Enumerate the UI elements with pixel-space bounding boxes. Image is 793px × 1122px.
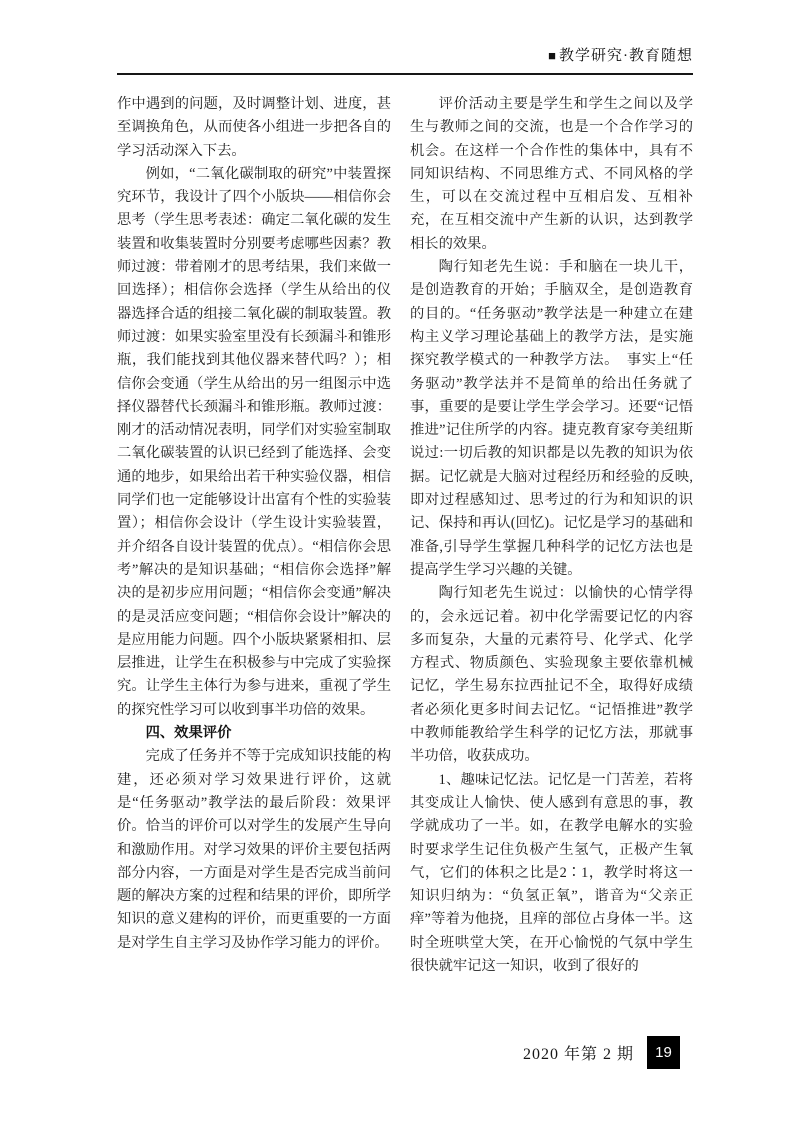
page-header bbox=[117, 46, 693, 75]
page-footer bbox=[523, 1036, 680, 1069]
issue-label: 2020 年第 2 期 bbox=[522, 1046, 634, 1063]
paragraph: 陶行知老先生说过：以愉快的心情学得的，会永远记着。初中化学需要记忆的内容多而复杂，大量的元素符号、化学式、化学方程式、物质颜色、实验现象主要依靠机械记忆，学生易东拉西扯记不全，取得好成绩者必须化更多时间去记忆。“记悟推进”教学中教师能教给学生科学的记忆方法，那就事半功倍，收获成功。 bbox=[410, 585, 693, 765]
paragraph-continuation: 作中遇到的问题，及时调整计划、进度，甚至调换角色，从而使各小组进一步把各自的学习活动深入下去。 bbox=[117, 96, 391, 159]
page-number-badge: 19 bbox=[647, 1036, 680, 1069]
section-heading: 四、效果评价 bbox=[145, 725, 232, 742]
article-body bbox=[117, 93, 693, 978]
left-column bbox=[117, 93, 391, 978]
right-column bbox=[410, 93, 693, 978]
paragraph: 完成了任务并不等于完成知识技能的构建，还必须对学习效果进行评价，这就是“任务驱动”教学法的最后阶段：效果评价。恰当的评价可以对学生的发展产生导向和激励作用。对学习效果的评价主要包括两部分内容，一方面是对学生是否完成当前问题的解决方案的过程和结果的评价，即所学知识的意义建构的评价，而更重要的一方面是对学生自主学习及协作学习能力的评价。 bbox=[117, 748, 391, 951]
section-label: 教学研究·教育随想 bbox=[559, 48, 693, 64]
paragraph: 评价活动主要是学生和学生之间以及学生与教师之间的交流，也是一个合作学习的机会。在这样一个合作性的集体中，具有不同知识结构、不同思维方式、不同风格的学生，可以在交流过程中互相启发、互相补充，在互相交流中产生新的认识，达到教学相长的效果。 bbox=[410, 96, 693, 252]
section-marker-icon: ■ bbox=[548, 48, 557, 63]
paragraph: 陶行知老先生说：手和脑在一块儿干，是创造教育的开始；手脑双全，是创造教育的目的。“任务驱动”教学法是一种建立在建构主义学习理论基础上的教学方法，是实施探究教学模式的一种教学方法。 事实上“任务驱动”教学法并不是简单的给出任务就了事，重要的是要让学生学会学习。还要“记悟推进”记住所学的内容。捷克教育家夸美纽斯说过:一切后教的知识都是以先教的知识为依据。记忆就是大脑对过程经历和经验的反映,即对过程感知过、思考过的行为和知识的识记、保持和再认(回忆)。记忆是学习的基础和准备,引导学生掌握几种科学的记忆方法也是提高学生学习兴趣的关键。 bbox=[410, 259, 693, 578]
paragraph: 1、趣味记忆法。记忆是一门苦差，若将其变成让人愉快、使人感到有意思的事，教学就成功了一半。如，在教学电解水的实验时要求学生记住负极产生氢气，正极产生氧气，它们的体积之比是2∶1，教学时将这一知识归纳为：“负氢正氧”，谐音为“父亲正痒”等着为他挠，且痒的部位占身体一半。这时全班哄堂大笑，在开心愉悦的气氛中学生很快就牢记这一知识，收到了很好的 bbox=[410, 771, 693, 974]
paragraph: 例如，“二氧化碳制取的研究”中装置探究环节，我设计了四个小版块——相信你会思考（学生思考表述：确定二氧化碳的发生装置和收集装置时分别要考虑哪些因素？教师过渡：带着刚才的思考结果，我们来做一回选择）；相信你会选择（学生从给出的仪器选择合适的组接二氧化碳的制取装置。教师过渡：如果实验室里没有长颈漏斗和锥形瓶，我们能找到其他仪器来替代吗？）；相信你会变通（学生从给出的另一组图示中选择仪器替代长颈漏斗和锥形瓶。教师过渡：刚才的活动情况表明，同学们对实验室制取二氧化碳装置的认识已经到了能选择、会变通的地步，如果给出若干种实验仪器，相信同学们也一定能够设计出富有个性的实验装置）；相信你会设计（学生设计实验装置，并介绍各自设计装置的优点）。“相信你会思考”解决的是知识基础；“相信你会选择”解决的是初步应用问题；“相信你会变通”解决的是灵活应变问题；“相信你会设计”解决的是应用能力问题。四个小版块紧紧相扣、层层推进，让学生在积极参与中完成了实验探究。让学生主体行为参与进来，重视了学生的探究性学习可以收到事半功倍的效果。 bbox=[117, 165, 391, 718]
